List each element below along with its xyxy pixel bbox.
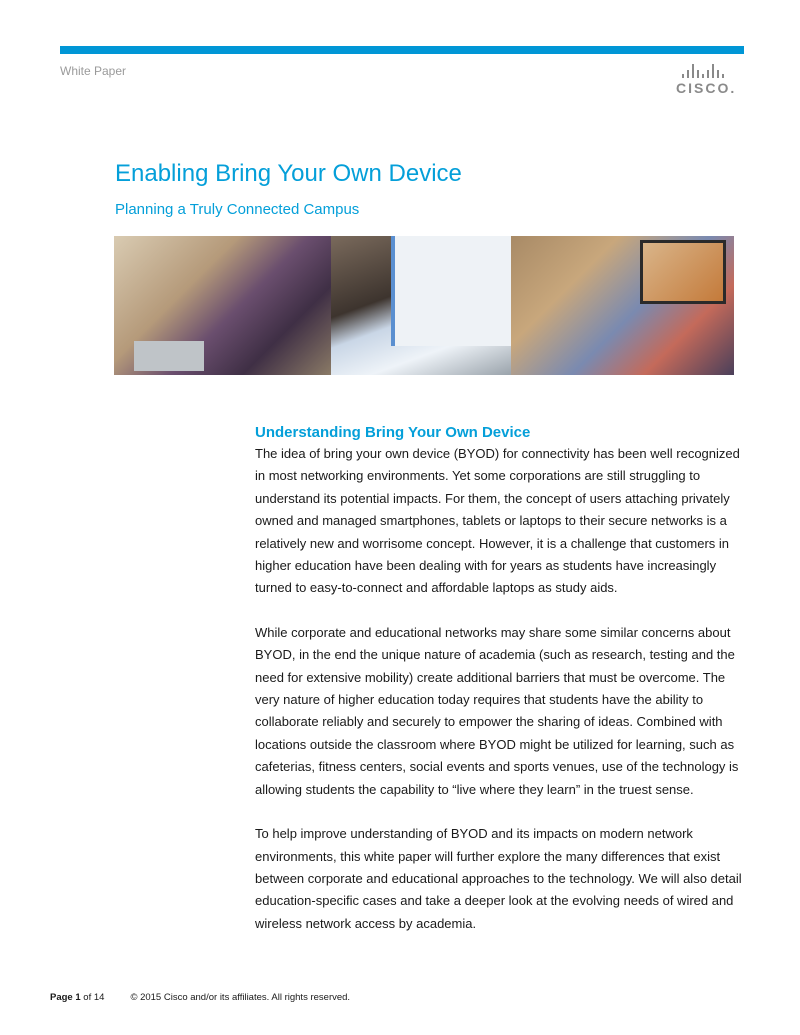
page-footer (50, 992, 350, 1003)
cisco-wordmark: CISCO. (676, 80, 737, 96)
video-screen-graphic (640, 240, 726, 304)
paragraph: The idea of bring your own device (BYOD) for connectivity has been well recognized in most networking environments. Yet some corporations are still struggling to understand its potential impacts. For them, the concept of users attaching privately owned and managed smartphones, tablets or laptops to their secure networks is a relatively new and worrisome concept. However, it is a challenge that customers in higher education have been dealing with for years as students have increasingly turned to easy-to-connect and affordable laptops as study aids. (255, 446, 740, 596)
document-type-label: White Paper (60, 64, 127, 78)
cisco-bars-icon (682, 64, 746, 78)
section-understanding-byod (255, 424, 745, 957)
copyright-notice: © 2015 Cisco and/or its affiliates. All rights reserved. (130, 992, 351, 1003)
page-indicator: Page 1 of 14 (50, 992, 105, 1003)
laptop-graphic (134, 341, 204, 371)
hero-panel-laptop (331, 236, 511, 375)
document-title: Enabling Bring Your Own Device (115, 160, 462, 187)
hero-image (114, 236, 734, 375)
hero-panel-classroom (114, 236, 331, 375)
laptop-screen-graphic (391, 236, 511, 346)
cisco-logo (676, 64, 746, 102)
header-accent-bar (60, 46, 744, 54)
document-subtitle: Planning a Truly Connected Campus (115, 201, 360, 218)
section-heading: Understanding Bring Your Own Device (255, 424, 531, 441)
hero-panel-lecture (511, 236, 734, 375)
paragraph: To help improve understanding of BYOD and its impacts on modern network environments, this white paper will further explore the many differences that exist between corporate and educational approaches to the technology. We will also detail education-specific cases and take a deeper look at the evolving needs of wired and wireless network access by academia. (255, 826, 742, 931)
paragraph: While corporate and educational networks may share some similar concerns about BYOD, in the end the unique nature of academia (such as research, testing and the need for extensive mobility) create additional barriers that must be overcome. The very nature of higher education today requires that students have the ability to collaborate reliably and securely to empower the sharing of ideas. Combined with locations outside the classroom where BYOD might be utilized for learning, such as cafeterias, fitness centers, social events and sports venues, use of the technology is allowing students the capability to “live where they learn” in the truest sense. (255, 624, 739, 797)
